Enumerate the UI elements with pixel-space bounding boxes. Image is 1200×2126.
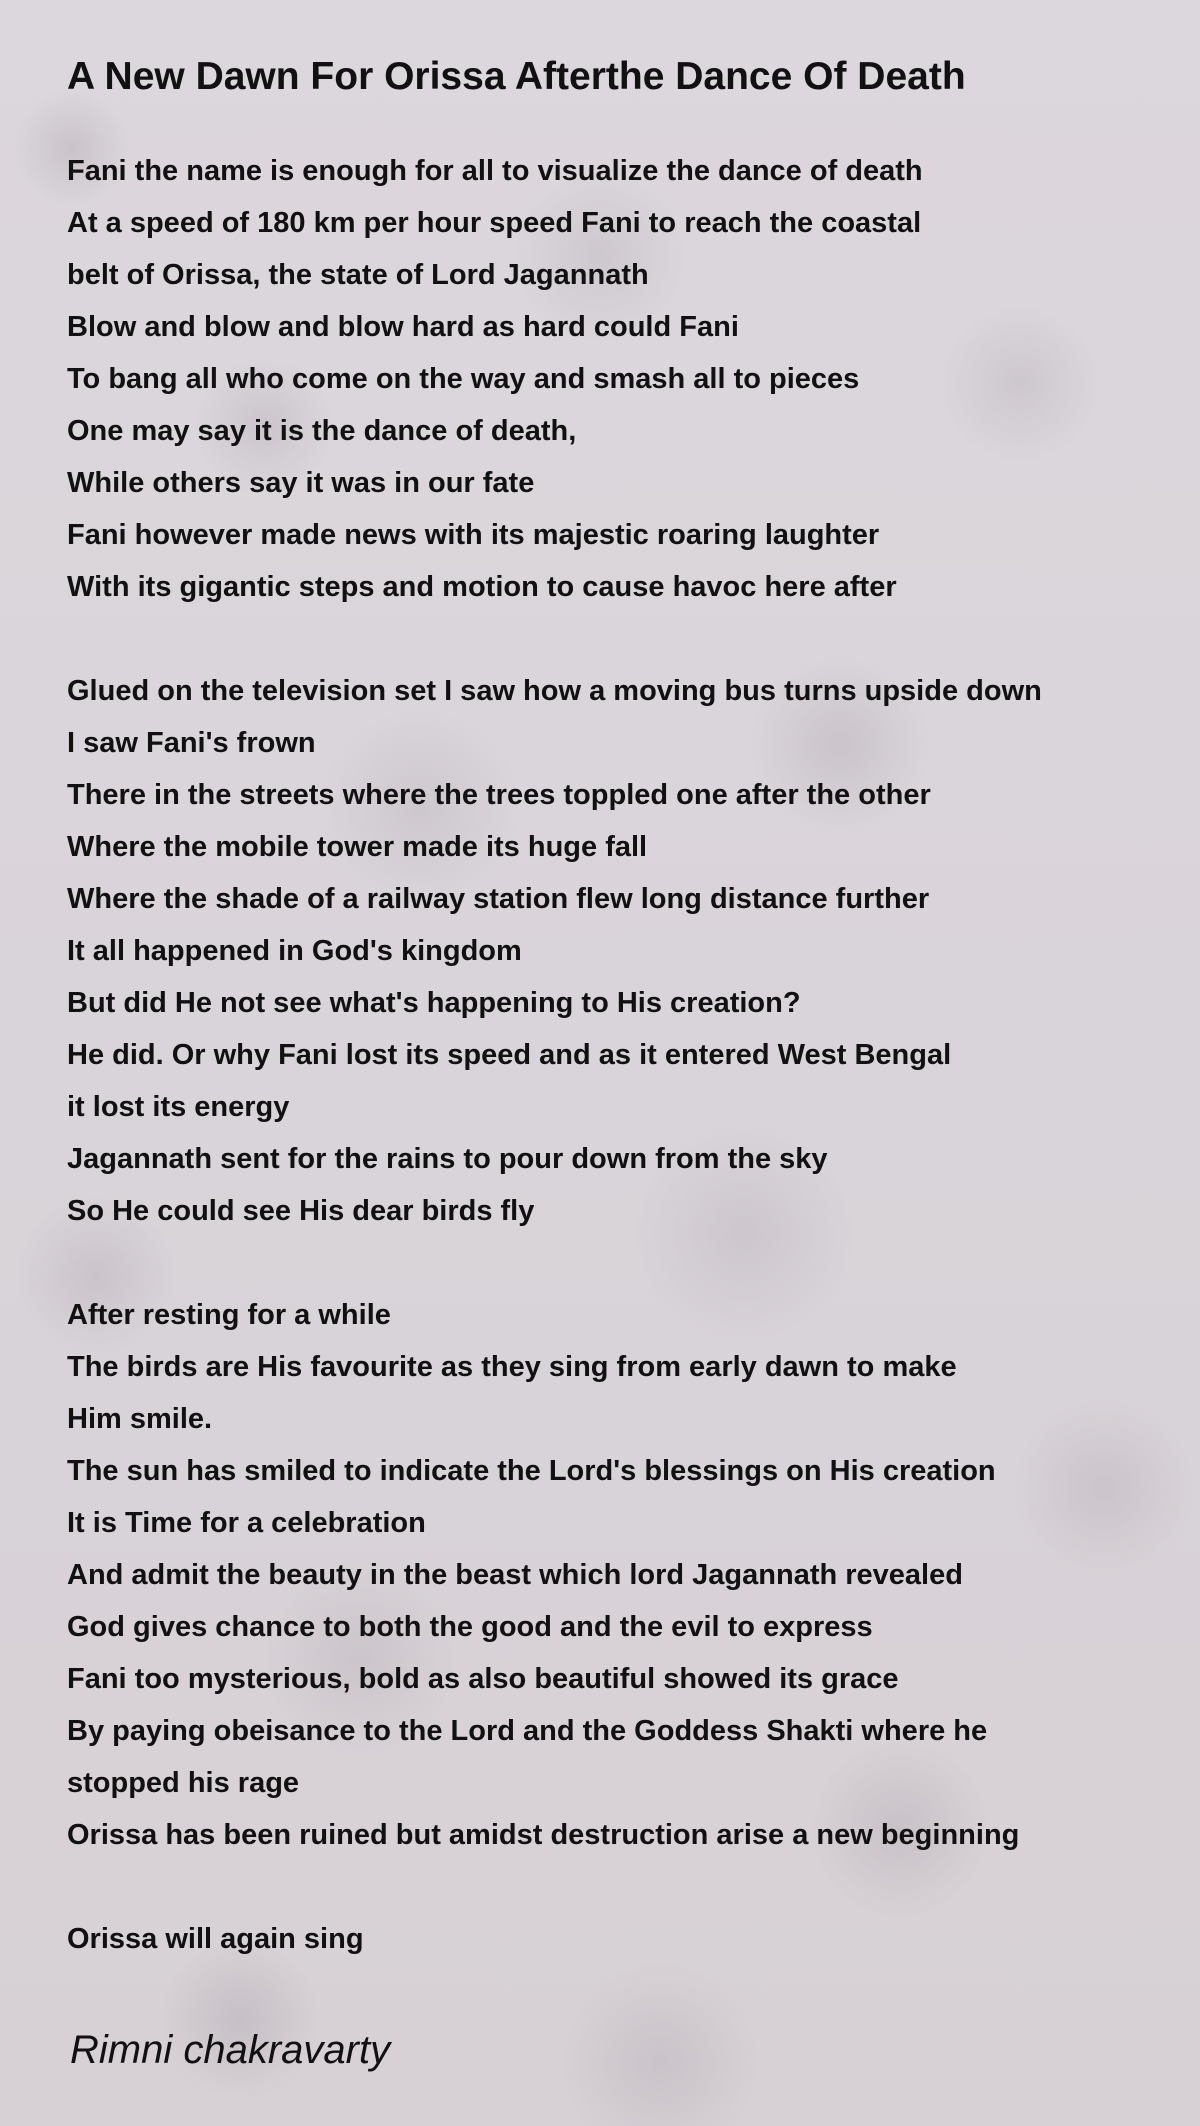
- poem-line: The birds are His favourite as they sing from early dawn to make: [67, 1351, 957, 1383]
- poem-line: Fani however made news with its majestic roaring laughter: [67, 519, 880, 551]
- poem-line: Fani too mysterious, bold as also beautiful showed its grace: [67, 1663, 899, 1695]
- poem-line: Where the mobile tower made its huge fall: [67, 831, 648, 863]
- poem-line: With its gigantic steps and motion to cause havoc here after: [67, 571, 897, 603]
- poem-line: It all happened in God's kingdom: [67, 935, 522, 967]
- poem-line: And admit the beauty in the beast which lord Jagannath revealed: [67, 1559, 963, 1591]
- stanza-2: [67, 665, 1177, 1237]
- poem-line: Orissa has been ruined but amidst destruction arise a new beginning: [67, 1819, 1020, 1851]
- poem-line: There in the streets where the trees toppled one after the other: [67, 779, 931, 811]
- poem-line: At a speed of 180 km per hour speed Fani to reach the coastal: [67, 207, 922, 239]
- poem-line: By paying obeisance to the Lord and the Goddess Shakti where he: [67, 1715, 988, 1747]
- poem-line: I saw Fani's frown: [67, 727, 316, 759]
- poem-line: To bang all who come on the way and smash all to pieces: [67, 363, 860, 395]
- poem-author: Rimni chakravarty: [70, 2028, 391, 2072]
- stanza-1: [67, 145, 1177, 613]
- poem-line: belt of Orissa, the state of Lord Jagannath: [67, 259, 649, 291]
- poem-line: God gives chance to both the good and the evil to express: [67, 1611, 873, 1643]
- poem-container: [67, 44, 1177, 1965]
- poem-title: A New Dawn For Orissa Afterthe Dance Of Death: [67, 55, 966, 98]
- poem-line: One may say it is the dance of death,: [67, 415, 577, 447]
- poem-line: The sun has smiled to indicate the Lord's blessings on His creation: [67, 1455, 996, 1487]
- poem-line: After resting for a while: [67, 1299, 391, 1331]
- poem-line: Blow and blow and blow hard as hard could Fani: [67, 311, 739, 343]
- poem-line: But did He not see what's happening to His creation?: [67, 987, 801, 1019]
- poem-line: Orissa will again sing: [67, 1923, 364, 1955]
- poem-line: it lost its energy: [67, 1091, 290, 1123]
- poem-line: He did. Or why Fani lost its speed and as it entered West Bengal: [67, 1039, 952, 1071]
- poem-line: It is Time for a celebration: [67, 1507, 426, 1539]
- poem-line: While others say it was in our fate: [67, 467, 535, 499]
- poem-line: Where the shade of a railway station flew long distance further: [67, 883, 930, 915]
- stanza-4: [67, 1913, 1177, 1965]
- poem-line: So He could see His dear birds fly: [67, 1195, 535, 1227]
- poem-line: Jagannath sent for the rains to pour down from the sky: [67, 1143, 828, 1175]
- poem-line: stopped his rage: [67, 1767, 300, 1799]
- poem-line: Fani the name is enough for all to visualize the dance of death: [67, 155, 923, 187]
- stanza-3: [67, 1289, 1177, 1861]
- poem-line: Glued on the television set I saw how a moving bus turns upside down: [67, 675, 1042, 707]
- poem-line: Him smile.: [67, 1403, 213, 1435]
